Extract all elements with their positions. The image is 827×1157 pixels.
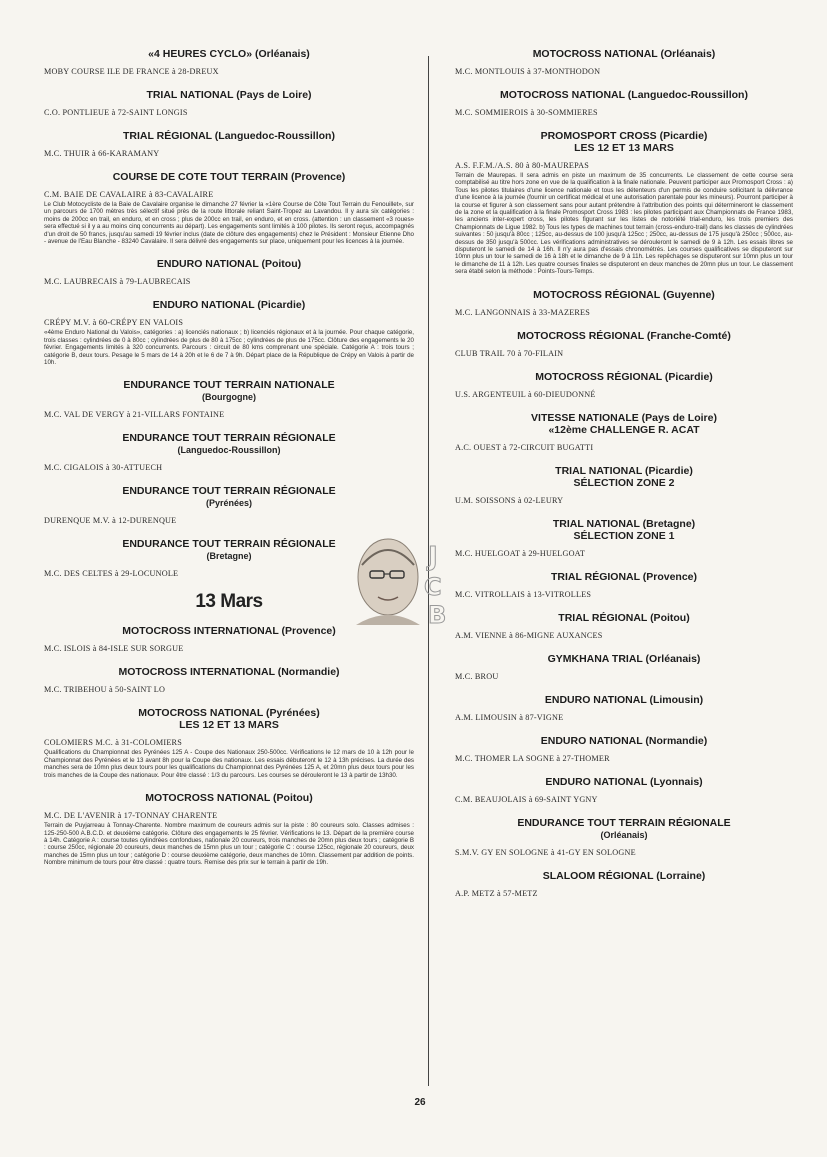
event-title: MOTOCROSS INTERNATIONAL (Provence): [122, 625, 336, 638]
event-title: ENDURO NATIONAL (Poitou): [156, 258, 302, 271]
event-subtitle: «12ème CHALLENGE R. ACAT: [548, 423, 700, 436]
event-title: MOTOCROSS RÉGIONAL (Franche-Comté): [517, 329, 731, 342]
event-entry: [455, 330, 793, 358]
event-club: CRÉPY M.V. à 60-CRÉPY EN VALOIS: [44, 318, 184, 328]
event-entry: [44, 792, 414, 866]
event-entry: [44, 130, 414, 158]
event-title: SLALOOM RÉGIONAL (Lorraine): [542, 869, 706, 882]
left-events-after: [44, 625, 414, 866]
event-subtitle: (Orléanais): [600, 829, 648, 840]
event-entry: [44, 707, 414, 779]
event-club: M.C. ISLOIS à 84-ISLE SUR SORGUE: [44, 644, 184, 654]
event-subtitle: SÉLECTION ZONE 1: [573, 529, 675, 542]
event-title: ENDURO NATIONAL (Lyonnais): [545, 775, 703, 788]
event-club: A.P. METZ à 57-METZ: [455, 888, 538, 898]
event-club: M.C. DE L'AVENIR à 17-TONNAY CHARENTE: [44, 811, 218, 821]
event-title: MOTOCROSS NATIONAL (Orléanais): [532, 48, 716, 60]
event-title: ENDURO NATIONAL (Limousin): [544, 693, 704, 706]
event-club: U.S. ARGENTEUIL à 60-DIEUDONNÉ: [455, 389, 596, 399]
right-column: [455, 48, 793, 911]
event-title: PROMOSPORT CROSS (Picardie): [540, 130, 708, 142]
event-entry: [455, 817, 793, 857]
event-entry: [44, 379, 414, 419]
event-title: ENDURANCE TOUT TERRAIN NATIONALE: [123, 379, 335, 392]
event-entry: [455, 412, 793, 452]
event-subtitle: (Pyrénées): [205, 498, 253, 509]
event-title: TRIAL NATIONAL (Pays de Loire): [146, 89, 312, 101]
event-club: M.C. VITROLLAIS à 13-VITROLLES: [455, 589, 592, 599]
event-entry: [455, 48, 793, 76]
event-club: M.C. DES CELTES à 29-LOCUNOLE: [44, 569, 179, 579]
event-subtitle: LES 12 ET 13 MARS: [574, 142, 674, 154]
event-subtitle: SÉLECTION ZONE 2: [573, 476, 675, 489]
event-club: M.C. LAUBRECAIS à 79-LAUBRECAIS: [44, 277, 191, 287]
event-title: MOTOCROSS NATIONAL (Pyrénées): [138, 707, 320, 720]
event-club: U.M. SOISSONS à 02-LEURY: [455, 495, 564, 505]
event-title: «4 HEURES CYCLO» (Orléanais): [148, 48, 310, 60]
event-club: C.M. BAIE DE CAVALAIRE à 83-CAVALAIRE: [44, 190, 214, 199]
date-heading: 13 Mars: [195, 591, 263, 613]
event-entry: [44, 485, 414, 525]
event-title: ENDURANCE TOUT TERRAIN RÉGIONALE: [517, 816, 731, 829]
event-entry: [455, 694, 793, 722]
event-description: «4ème Enduro National du Valois», catégories : a) licenciés nationaux ; b) licenciés régionaux et à la journée. Pour chaque catégorie, trois classes : cylindrées de 0 à 80cc ; cylindrées de plus de 80 à 175cc ; cylindrées de plus de 175cc. Clôture des engagements le 20 février. Engagements limités à 320 concurrents. Parcours : circuit de 80 kms comprenant une spéciale. Catégorie A : trois tours ; catégorie B, deux tours. Pesage le 5 mars de 14 à 20h et le 6 de 7 à 9h. Départ place de la République de Crépy en Valois à partir de 10h.: [44, 329, 414, 367]
event-title: GYMKHANA TRIAL (Orléanais): [547, 652, 701, 665]
event-club: A.S. F.F.M./A.S. 80 à 80-MAUREPAS: [455, 161, 589, 170]
event-title: TRIAL NATIONAL (Bretagne): [552, 517, 696, 530]
event-title: ENDURANCE TOUT TERRAIN RÉGIONALE: [122, 538, 336, 551]
left-events-before: [44, 48, 414, 578]
event-entry: [455, 653, 793, 681]
event-club: M.C. THUIR à 66-KARAMANY: [44, 149, 160, 158]
event-title: ENDURANCE TOUT TERRAIN RÉGIONALE: [122, 432, 336, 445]
right-events: [455, 48, 793, 898]
portrait-logo-image: [348, 525, 460, 630]
event-club: CLUB TRAIL 70 à 70-FILAIN: [455, 348, 564, 358]
event-entry: [455, 571, 793, 599]
event-title: MOTOCROSS NATIONAL (Languedoc-Roussillon): [500, 89, 748, 101]
event-club: A.M. VIENNE à 86-MIGNE AUXANCES: [455, 630, 603, 640]
event-subtitle: (Languedoc-Roussillon): [177, 445, 281, 456]
event-entry: [44, 432, 414, 472]
event-description: Qualifications du Championnat des Pyrénées 125 A - Coupe des Nationaux 250-500cc. Vérifications le 12 mars de 10 à 12h pour le Championnat des Pyrénées et le 13 avant 8h pour la Coupe des nationaux. Les essais débuteront le 12 à 13h précises. La durée des manches sera de 10mn plus deux tours pour les qualifications du Championnat des Pyrénées 125 A, et 20mn plus deux tours pour les trois manches de la Coupe des nationaux. Pour être classé : 1/3 du parcours. Les courses se dérouleront le 13 à partir de 13h30.: [44, 749, 414, 779]
event-title: TRIAL NATIONAL (Picardie): [555, 464, 693, 477]
event-entry: [44, 89, 414, 117]
event-club: M.C. THOMER LA SOGNE à 27-THOMER: [455, 753, 610, 763]
event-club: M.C. BROU: [455, 671, 499, 681]
event-title: MOTOCROSS NATIONAL (Poitou): [145, 792, 313, 805]
page-number: 26: [414, 1097, 426, 1108]
event-club: C.O. PONTLIEUE à 72-SAINT LONGIS: [44, 108, 188, 117]
svg-text:C: C: [424, 573, 442, 601]
event-title: ENDURANCE TOUT TERRAIN RÉGIONALE: [122, 485, 336, 498]
event-description: Terrain de Puyjarreau à Tonnay-Charente. Nombre maximum de coureurs admis sur la piste : 80 coureurs solo. Classes admises : 125-250-500 A.B.C.D. et deuxième catégorie. Clôture des engagements le 25 février. Vérifications le 13. Départ de la première course à 14h. Catégorie A : course toutes cylindrées confondues, nationale 20 coureurs, trois manches de 20mn plus deux tours ; catégorie B : course 250cc, régionale 20 coureurs, deux manches de 15mn plus un tour ; catégorie C : course 125cc, régionale 20 coureurs, deux manches de 15mn plus un tour ; catégorie D : course deuxième catégorie, deux manches de 10mn. Classement par addition de points. Nombre minimum de tours pour être classé : quatre tours. Remise des prix sur le terrain à partir de 19h.: [44, 822, 414, 867]
event-title: MOTOCROSS INTERNATIONAL (Normandie): [118, 666, 340, 679]
event-entry: [455, 612, 793, 640]
event-title: TRIAL RÉGIONAL (Provence): [550, 570, 698, 583]
event-club: M.C. TRIBEHOU à 50-SAINT LO: [44, 685, 166, 695]
svg-text:B: B: [428, 601, 447, 629]
event-club: COLOMIERS M.C. à 31-COLOMIERS: [44, 738, 182, 748]
event-club: S.M.V. GY EN SOLOGNE à 41-GY EN SOLOGNE: [455, 847, 636, 857]
event-club: MOBY COURSE ILE DE FRANCE à 28-DREUX: [44, 67, 219, 76]
event-entry: [455, 518, 793, 558]
event-title: ENDURO NATIONAL (Picardie): [152, 299, 306, 312]
event-club: M.C. LANGONNAIS à 33-MAZERES: [455, 307, 591, 317]
event-entry: [455, 289, 793, 317]
event-entry: [44, 666, 414, 694]
event-entry: [455, 130, 793, 276]
event-club: DURENQUE M.V. à 12-DURENQUE: [44, 516, 177, 526]
event-title: ENDURO NATIONAL (Normandie): [540, 734, 708, 747]
event-subtitle: LES 12 ET 13 MARS: [179, 719, 279, 732]
event-entry: [455, 465, 793, 505]
event-entry: [44, 171, 414, 245]
event-description: Terrain de Maurepas. Il sera admis en piste un maximum de 35 concurrents. Le classement de cette course sera comptabilisé au titre hors zone en vue de la qualification à la finale nationale. Peuvent participer aux Promosport Cross : a) Tous les pilotes titulaires d'une licence nationale et tous les détenteurs d'un permis de conduire sollicitant la délivrance d'une licence à la journée (fournir un certificat médical et une autorisation parentale pour les mineurs). Pourront participer à la course et figurer à son classement sans pour autant prétendre à l'attribution des points qui détermineront le classement de la zone et la qualification à la finale Promosport Cross 1983 : les pilotes participant aux Championnats de France 1983, les anciens inter-expert cross, les pilotes figurant sur les listes de notoriété trial-enduro, les trois premiers des Championnats de Ligue 1982. b) Tous les types de machines tout terrain (cross-enduro-trail) dans les classes de cylindrées suivantes : 50 jusqu'à 80cc ; 125cc, au-dessus de 100 jusqu'à 125cc ; 250cc, au-dessus de 175 jusqu'à 250cc ; 500cc, au-dessus de 350 jusqu'à 500cc. Les vérifications administratives se dérouleront le samedi de 9 à 12h. Les essais libres se disputeront le samedi de 14 à 16h. Il n'y aura pas d'essais chronométrés. Les courses qualificatives se disputeront sur 10mn plus un tour le samedi de 16 à 18h et le dimanche de 9 à 11h. Les repêchages se disputeront sur 10mn plus un tour le dimanche de 11 à 12h. Les quatre courses finales se disputeront en deux manches de 20mn plus un tour. Le classement sera établi selon la méthode : Points-Tours-Temps.: [455, 172, 793, 276]
event-title: TRIAL RÉGIONAL (Languedoc-Roussillon): [123, 130, 335, 142]
event-club: M.C. SOMMIEROIS à 30-SOMMIERES: [455, 108, 598, 117]
event-subtitle: (Bretagne): [206, 551, 252, 562]
left-column: [44, 48, 414, 880]
event-title: MOTOCROSS RÉGIONAL (Guyenne): [533, 288, 715, 301]
event-description: Le Club Motocycliste de la Baie de Cavalaire organise le dimanche 27 février la «1ère Course de Côte Tout Terrain du Fenouillet», sur un parcours de 1700 mètres très sélectif situé près de la route littorale reliant Saint-Tropez au Lavandou. Il y aura six catégories : moins de 200cc en trail, en enduro, et en cross ; plus de 200cc en trail, en enduro, et en cross. (attention : un classement «3 roues» sera effectué si il y a au moins cinq concurrents au départ). Les engagements sont limités à 100 pilotes. Ils seront reçus, accompagnés d'un droit de 50 francs, jusqu'au samedi 19 février inclus (date de clôture des engagements) chez le Président : Monsieur Etienne Dho - avenue de l'Eau Blanche - 83240 Cavalaire. Il sera délivré des engagements sur place, uniquement pour les licences à la journée.: [44, 201, 414, 246]
event-club: M.C. HUELGOAT à 29-HUELGOAT: [455, 548, 586, 558]
event-club: C.M. BEAUJOLAIS à 69-SAINT YGNY: [455, 794, 598, 804]
event-club: A.M. LIMOUSIN à 87-VIGNE: [455, 712, 564, 722]
event-entry: [44, 258, 414, 286]
event-club: M.C. MONTLOUIS à 37-MONTHODON: [455, 67, 601, 76]
event-subtitle: (Bourgogne): [202, 392, 256, 403]
event-title: TRIAL RÉGIONAL (Poitou): [558, 611, 690, 624]
event-entry: [455, 870, 793, 898]
svg-text:J: J: [428, 542, 438, 572]
event-entry: [455, 735, 793, 763]
event-entry: [455, 776, 793, 804]
event-club: A.C. OUEST à 72-CIRCUIT BUGATTI: [455, 442, 594, 452]
event-entry: [455, 89, 793, 117]
event-club: M.C. CIGALOIS à 30-ATTUECH: [44, 463, 163, 473]
event-entry: [44, 48, 414, 76]
event-title: MOTOCROSS RÉGIONAL (Picardie): [535, 370, 713, 383]
event-entry: [455, 371, 793, 399]
event-club: M.C. VAL DE VERGY à 21-VILLARS FONTAINE: [44, 410, 225, 420]
event-entry: [44, 299, 414, 366]
event-title: VITESSE NATIONALE (Pays de Loire): [531, 411, 717, 424]
event-title: COURSE DE COTE TOUT TERRAIN (Provence): [112, 171, 346, 183]
